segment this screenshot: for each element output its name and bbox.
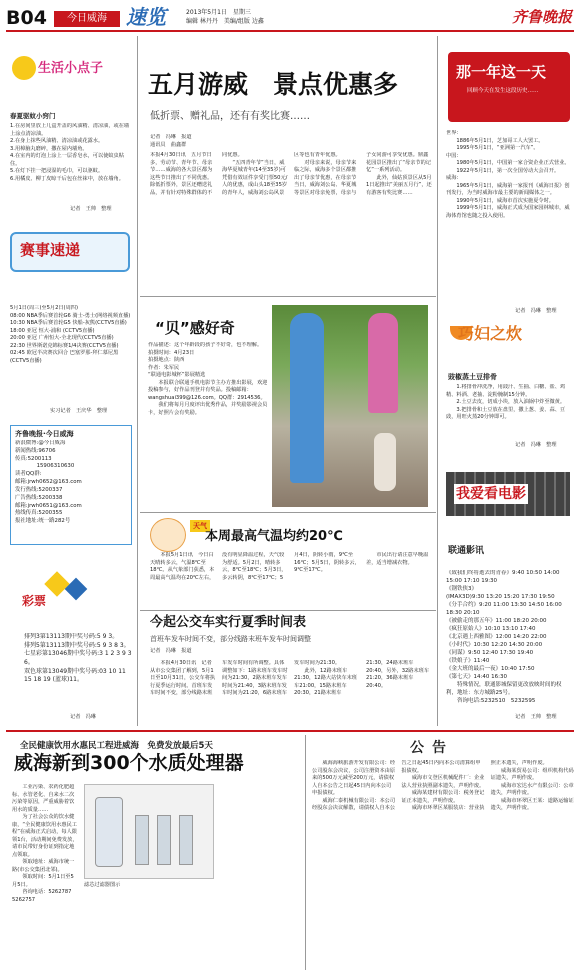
page-header bbox=[6, 4, 574, 32]
sports-author: 实习记者 王庆华 整理 bbox=[50, 408, 108, 414]
header-editors: 编辑 林丹丹 美编/组版 边鑫 bbox=[186, 18, 264, 25]
cinema-name: 联通影讯 bbox=[448, 546, 485, 556]
history-body: 世界： 1886年5月1日，芝加哥工人大罢工。 1995年5月1日，“亚洲第一汽车”。 中国： 1980年5月1日，中国第一家合资企业正式营业。 1922年5月1日，第一次全国劳动大会召开。 威海： 1965年5月1日，威海第一家报刊《威海日报》创刊发行，为当时威海市最主要的新闻媒体之一。 1990年5月1日，威海市首次实施夏令时。 1999年5月1日，威海正式成为国家园林城市，威海体育馆也随之投入使用。 bbox=[446, 130, 570, 219]
lottery-logo: 彩票 bbox=[18, 575, 118, 615]
tips-title: 春夏驱蚊小窍门 bbox=[10, 112, 56, 120]
life-tips-logo: 生活小点子 bbox=[10, 52, 130, 88]
mannequin-left bbox=[290, 313, 324, 483]
feature-headline: “贝”感好奇 bbox=[155, 319, 235, 337]
bus-subhead: 首班车发车时间不变，部分线路末班车发车时间调整 bbox=[150, 635, 311, 643]
bus-byline: 记者 冯琳 报道 bbox=[150, 648, 192, 654]
tips-body: 1.在房间里放上几盒开盖的风油精、清凉油，或在墙上涂点清凉油。 2.在身上抹些风油精、清凉油或花露水。 3.用樟脑丸磨碎，撒在屋内墙角。 4.在室内的灯泡上涂上一层香皂水，可以使蚊虫粘住。 5.在灯下挂一把浸湿的毛巾，可以驱蚊。 6.用橘皮、柳丁皮晾干后包在丝袜中，放在墙角。 bbox=[10, 123, 130, 182]
mannequin-right bbox=[368, 313, 398, 413]
contact-box: 齐鲁晚报·今日威海 新浪微博:@今日威海 新闻热线:96706 传真:5200113 15906310630 读者QQ群: 邮箱:jrwh0652@163.com 发行热线:5200337 广告热线:5200338 邮箱:jrwh0651@163.com 热线传真:5200355 报社地址:统一路282号 bbox=[10, 425, 132, 545]
top-subhead: 低折票、赠礼品，还有有奖比赛…… bbox=[150, 111, 310, 122]
product-image bbox=[84, 784, 214, 879]
weather-label: 天气 bbox=[190, 520, 210, 532]
dish-title: 豉椒蒸土豆排骨 bbox=[448, 373, 497, 381]
paper-name: 齐鲁晚报 bbox=[511, 8, 572, 26]
history-logo: 那一年这一天 回顾今天在发生这段历史…… bbox=[448, 52, 570, 122]
bus-headline: 今起公交车实行夏季时间表 bbox=[150, 615, 307, 630]
tips-author: 记者 王帅 整理 bbox=[70, 206, 112, 212]
dish-body: 1.将排骨冲洗净，用豉汁、生抽、白糖、盐、鸡精、料酒、老抽、淀粉腌制15分钟。 2.土豆去皮，切成小块，放入油锅中炸至微黄。 3.把排骨和土豆放在盘里，撒上葱、姜、蒜、豆豉，用旺火蒸20分钟即可。 bbox=[446, 384, 566, 421]
top-headline: 五月游威 景点优惠多 bbox=[148, 70, 399, 99]
lottery-author: 记者 冯琳 bbox=[70, 714, 96, 720]
sports-logo: 赛事速递 bbox=[10, 232, 130, 272]
top-byline: 记者 冯琳 报道 通讯员 曲鑫群 bbox=[150, 134, 192, 148]
bottom-body-left: 工业污染、农药化肥超标、水管老化、自来水二次污染等原因，严重威胁着饮用水的质量…… 为了社会公众的饮水健康，“全民健康饮用水惠民工程”在威海正式启动，每人限领1台，活动期间免费发放，请市民带好身份证到指定地点领取。 领取地址：威海市统一路(市公交集团北邻)。 领取时间：5月1日至5月5日。 咨询电话：5262787 5262757 bbox=[12, 784, 78, 903]
top-body: 本报4月30日讯 五月节日多，劳动节、青年节、母亲节……威海的各大景区都为这些节日推出了不同优惠。除低折票外，景区还赠送礼品，并有针对特殊群体的不同优惠。 “五四青年节”当日，威海华夏城青年(14至35岁)可凭借有效证件享受门票50元/人的优惠，成山头18至35岁的青年人，威海刘公岛风景区等也有青年优惠。 对母亲来说，母亲节来临之际，威海多个景区都推出了母亲节优惠，在母亲节当日，威海刘公岛、华夏城等景区对母亲免票，母亲与子女同游可享受优惠。鼎鑫花园景区推出了“母亲节的记忆”一系列活动。 此外，仙姑顶景区从5月1日起推出“美丽五月行”，还有游客有奖比赛…… bbox=[150, 152, 432, 196]
lottery-body: 排列3第13113期中奖号码:5 9 3。 排列5第13113期中奖号码:5 9 3 8 3。 七星彩第13046期中奖号码:3 1 2 3 9 3 6。 双色球第13049期中奖号码:03 10 11 15 18 19 (蓝球)11。 bbox=[24, 633, 132, 684]
notice-body: 威海海峡旅游开发有限公司：经公司股东会决议，公司注册资本由原来的500万元减至200万元，请债权人自本公告之日起45日内向本公司申报债权。 威海仁泰机械有限公司：本公司经股东会决议解散，请债权人自本公告之日起45日内向本公司清算组申报债权。 威海市文登区机械配件厂：企业法人营业执照副本遗失，声明作废。 威海某建材有限公司：税务登记证正本遗失，声明作废。 威海市环翠区某服装店：营业执照正本遗失，声明作废。 威海某贸易公司：组织机构代码证遗失，声明作废。 威海市宏达水产有限公司：公章遗失，声明作废。 威海市环翠区王某：道路运输证遗失，声明作废。 bbox=[312, 760, 574, 812]
movie-logo: 我爱看电影 bbox=[446, 470, 570, 520]
weather-headline: 本周最高气温均约20℃ bbox=[205, 529, 343, 544]
cinema-body: 《致我们终将逝去的青春》9:40 10:50 14:00 15:00 17:10 19:30 《钢铁侠3》 (IMAX3D)9:30 13:20 15:20 17:30 19:50 《分手合约》9:20 11:00 13:30 14:50 16:00 18:30 20:10 《被偷走的那五年》11:00 18:20 20:00 《疯狂原始人》10:10 13:10 17:40 《北京遇上西雅图》12:00 14:20 22:00 《小时代》10:30 12:20 14:30 20:00 《同谋》9:50 12:40 17:30 19:40 《铁娘子》11:40 《金大班的最后一夜》10:40 17:50 《第七天》14:40 16:30 特殊情况，联通影城保留更改放映时间的权利，地址：东方城路25号。 咨询电话:5232510 5232595 bbox=[446, 570, 562, 704]
section-tag: 今日威海 bbox=[54, 11, 120, 27]
notice-title: 公告 bbox=[410, 740, 454, 756]
cinema-author: 记者 王帅 整理 bbox=[515, 714, 557, 720]
weather-icon bbox=[150, 518, 186, 552]
header-date: 2013年5月1日 星期三 bbox=[186, 9, 251, 16]
sports-body: 5月1日(周三)至5月2日(周四) 08:00 NBA季后赛首轮G6 骑士-勇士(网络视频直播) 10:30 NBA季后赛首轮G5 快船-灰熊(CCTV5直播) 18:00 亚冠 恒大-浦和 (CCTV5直播) 20:00 亚冠 广州恒大-全北现代(CCTV5直播) 22:30 世界斯诺克锦标赛1/4决赛(CCTV5直播) 02:45 欧冠半决赛次回合 巴塞罗那-拜仁慕尼黑(CCTV5直播) bbox=[10, 305, 131, 364]
sun-icon bbox=[12, 56, 36, 80]
bottom-headline: 威海新到300个水质处理器 bbox=[14, 752, 244, 774]
bus-body: 本报4月30日讯 记者从市公交集团了解到，5月1日至10月31日，公交车将执行夏季运行时间。首班车发车时间不变，部分线路末班车发车时间有所调整。具体调整如下：1路末班车发车时间为21:30，2路末班车发车时间为21:40，3路末班车发车时间为21:20，6路末班车发车时间为21:30。 此外，12路末班车21:30，12路大站快车末班车21:00，15路末班车20:30，21路末班车21:30，24路末班车20:40，另外，32路末班车21:20，36路末班车20:40。 bbox=[150, 660, 430, 697]
cooking-logo: 巧妇之炊 bbox=[450, 318, 568, 358]
column-logo: 速览 bbox=[126, 5, 166, 29]
page-number: B04 bbox=[6, 7, 47, 29]
feature-photo bbox=[272, 305, 428, 507]
child-figure bbox=[374, 433, 396, 491]
weather-body: 本报5月1日讯 今日白天晴转多云，气温8℃至18℃。从气象部门获悉，本周最高气温均在20℃左右，没有明显降温过程，天气较为舒适。5月2日，晴转多云，8℃至18℃；5月3日，多云转阴，8℃至17℃；5月4日，阴转小雨，9℃至16℃；5月5日，阴转多云，9℃至17℃。 市民出行请注意早晚温差，适当增减衣物。 bbox=[150, 552, 429, 581]
history-author: 记者 冯琳 整理 bbox=[515, 308, 557, 314]
product-caption: 滤芯过滤器图示 bbox=[84, 882, 121, 888]
feature-info: 作品描述：这个年龄段的孩子不好奇，也不理解。 拍摄时间：4月23日 拍摄地点：陕西 作者：朱军民 “联通电影城杯”影展精选 本报联合联通手机电影节主办方推出影展，欢迎投稿参与，好作品刊登并有奖品。投稿邮箱：wangshuai399@126.com。QQ群：2914536。 我们将每月月度评出优秀作品，并奖励影视会员卡，好照片会有奖励。 bbox=[148, 342, 268, 416]
bottom-kicker: 全民健康饮用水惠民工程进威海 免费发放最后5天 bbox=[20, 741, 213, 751]
dish-author: 记者 冯琳 整理 bbox=[515, 442, 557, 448]
